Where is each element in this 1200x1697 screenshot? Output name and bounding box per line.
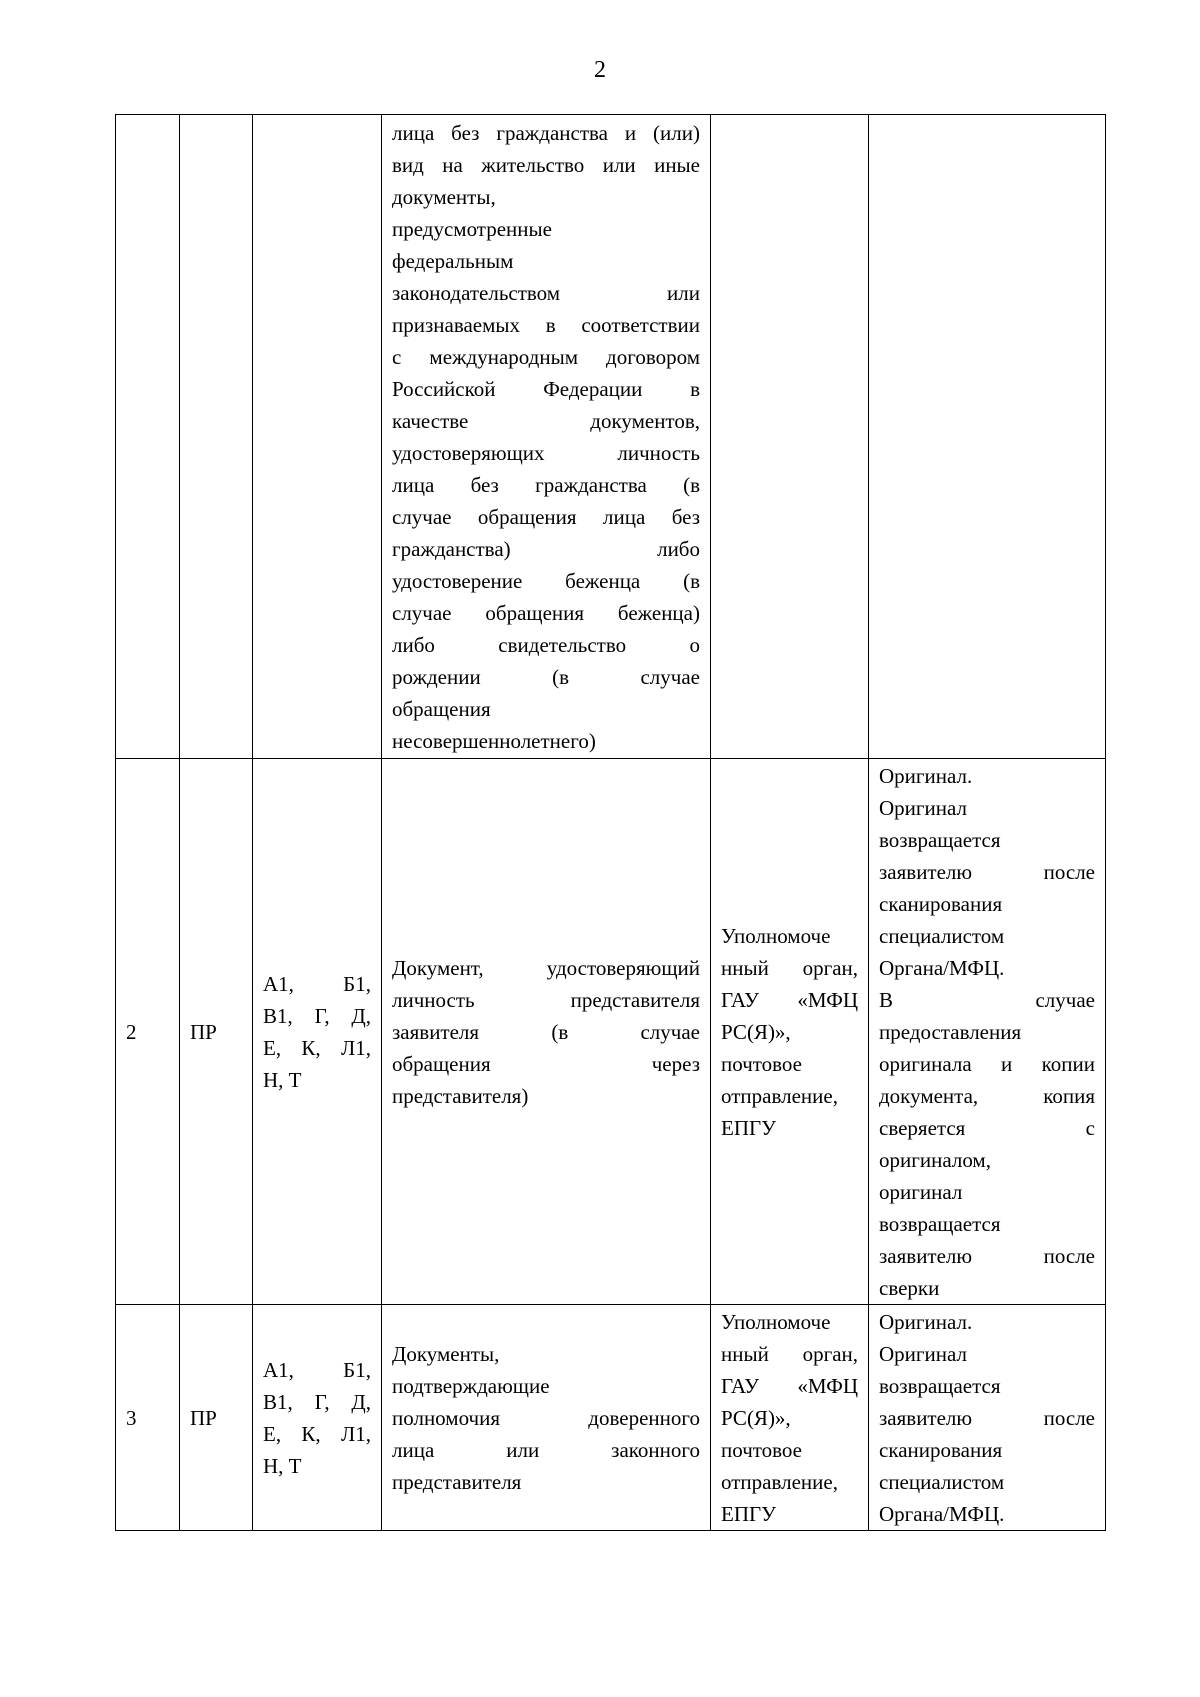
text-line: предусмотренные [392,216,552,241]
text-line: специалистом [879,1469,1005,1494]
text-line: ЕПГУ [721,1115,777,1140]
text-line: Н, Т [263,1453,302,1478]
text-line: качестве документов, [392,408,700,433]
row-kind-cell [180,115,253,759]
row-categories-cell [253,759,382,1305]
text-line: законодательством или [392,280,700,305]
text-line: личность представителя [392,987,700,1012]
text-line: федеральным [392,248,514,273]
text-line: оригинала и копии [879,1051,1095,1076]
text-line: заявителю после [879,1405,1095,1430]
text-line: ГАУ «МФЦ [721,1373,858,1398]
row-source-cell [711,115,869,759]
row-categories-cell [253,115,382,759]
text-line: почтовое [721,1051,803,1076]
text-line: Оригинал. [879,763,973,788]
text-line: специалистом [879,923,1005,948]
text-line: сканирования [879,891,1003,916]
text-line: вид на жительство или иные [392,152,700,177]
text-line: Оригинал [879,795,967,820]
text-line: обращения [392,696,491,721]
table-row [116,759,1106,1305]
row-number-cell [116,115,180,759]
text-line: несовершеннолетнего) [392,728,596,753]
row-source-cell [711,759,869,1305]
text-line: Е, К, Л1, [263,1421,371,1446]
text-line: Органа/МФЦ. [879,955,1005,980]
text-line: подтверждающие [392,1373,550,1398]
row-kind-cell: ПР [180,1305,253,1531]
text-line: отправление, [721,1083,838,1108]
text-line: заявителя (в случае [392,1019,700,1044]
text-line: возвращается [879,1373,1001,1398]
text-line: Оригинал [879,1341,967,1366]
text-line: ГАУ «МФЦ [721,987,858,1012]
text-line: с международным договором [392,344,700,369]
text-line: В1, Г, Д, [263,1003,371,1028]
text-line: Оригинал. [879,1309,973,1334]
text-line: оригинал [879,1179,963,1204]
text-line: А1, Б1, [263,1357,371,1382]
text-line: удостоверение беженца (в [392,568,700,593]
text-line: Н, Т [263,1067,302,1092]
row-document-cell [382,759,711,1305]
text-line: возвращается [879,1211,1001,1236]
text-line: сканирования [879,1437,1003,1462]
text-line: РС(Я)», [721,1019,791,1044]
text-line: либо свидетельство о [392,632,700,657]
table-row [116,1305,1106,1531]
text-line: сверяется с [879,1115,1095,1140]
text-line: заявителю после [879,859,1095,884]
table-row [116,115,1106,759]
text-line: сверки [879,1275,940,1300]
text-line: Органа/МФЦ. [879,1501,1005,1526]
text-line: рождении (в случае [392,664,700,689]
text-line: возвращается [879,827,1001,852]
text-line: РС(Я)», [721,1405,791,1430]
text-line: Уполномоче [721,923,831,948]
text-line: заявителю после [879,1243,1095,1268]
row-kind-cell: ПР [180,759,253,1305]
text-line: полномочия доверенного [392,1405,700,1430]
text-line: предоставления [879,1019,1022,1044]
text-line: Российской Федерации в [392,376,700,401]
text-line: Документ, удостоверяющий [392,955,700,980]
text-line: документы, [392,184,496,209]
text-line: признаваемых в соответствии [392,312,700,337]
row-notes-cell [869,1305,1106,1531]
text-line: документа, копия [879,1083,1095,1108]
text-line: В случае [879,987,1095,1012]
row-number-cell: 3 [116,1305,180,1531]
text-line: А1, Б1, [263,971,371,996]
text-line: нный орган, [721,1341,858,1366]
text-line: лица или законного [392,1437,700,1462]
text-line: лица без гражданства (в [392,472,700,497]
text-line: лица без гражданства и (или) [392,120,700,145]
text-line: почтовое [721,1437,803,1462]
text-line: гражданства) либо [392,536,700,561]
text-line: представителя) [392,1083,529,1108]
text-line: удостоверяющих личность [392,440,700,465]
row-document-cell [382,1305,711,1531]
text-line: представителя [392,1469,522,1494]
text-line: отправление, [721,1469,838,1494]
row-notes-cell [869,115,1106,759]
row-categories-cell [253,1305,382,1531]
text-line: Документы, [392,1341,500,1366]
text-line: обращения через [392,1051,700,1076]
row-source-cell [711,1305,869,1531]
text-line: Уполномоче [721,1309,831,1334]
text-line: Е, К, Л1, [263,1035,371,1060]
row-number-cell: 2 [116,759,180,1305]
row-document-cell [382,115,711,759]
text-line: В1, Г, Д, [263,1389,371,1414]
row-notes-cell [869,759,1106,1305]
documents-table [115,114,1106,1531]
text-line: случае обращения беженца) [392,600,700,625]
text-line: оригиналом, [879,1147,991,1172]
page-number: 2 [594,57,606,83]
text-line: ЕПГУ [721,1501,777,1526]
text-line: нный орган, [721,955,858,980]
text-line: случае обращения лица без [392,504,700,529]
